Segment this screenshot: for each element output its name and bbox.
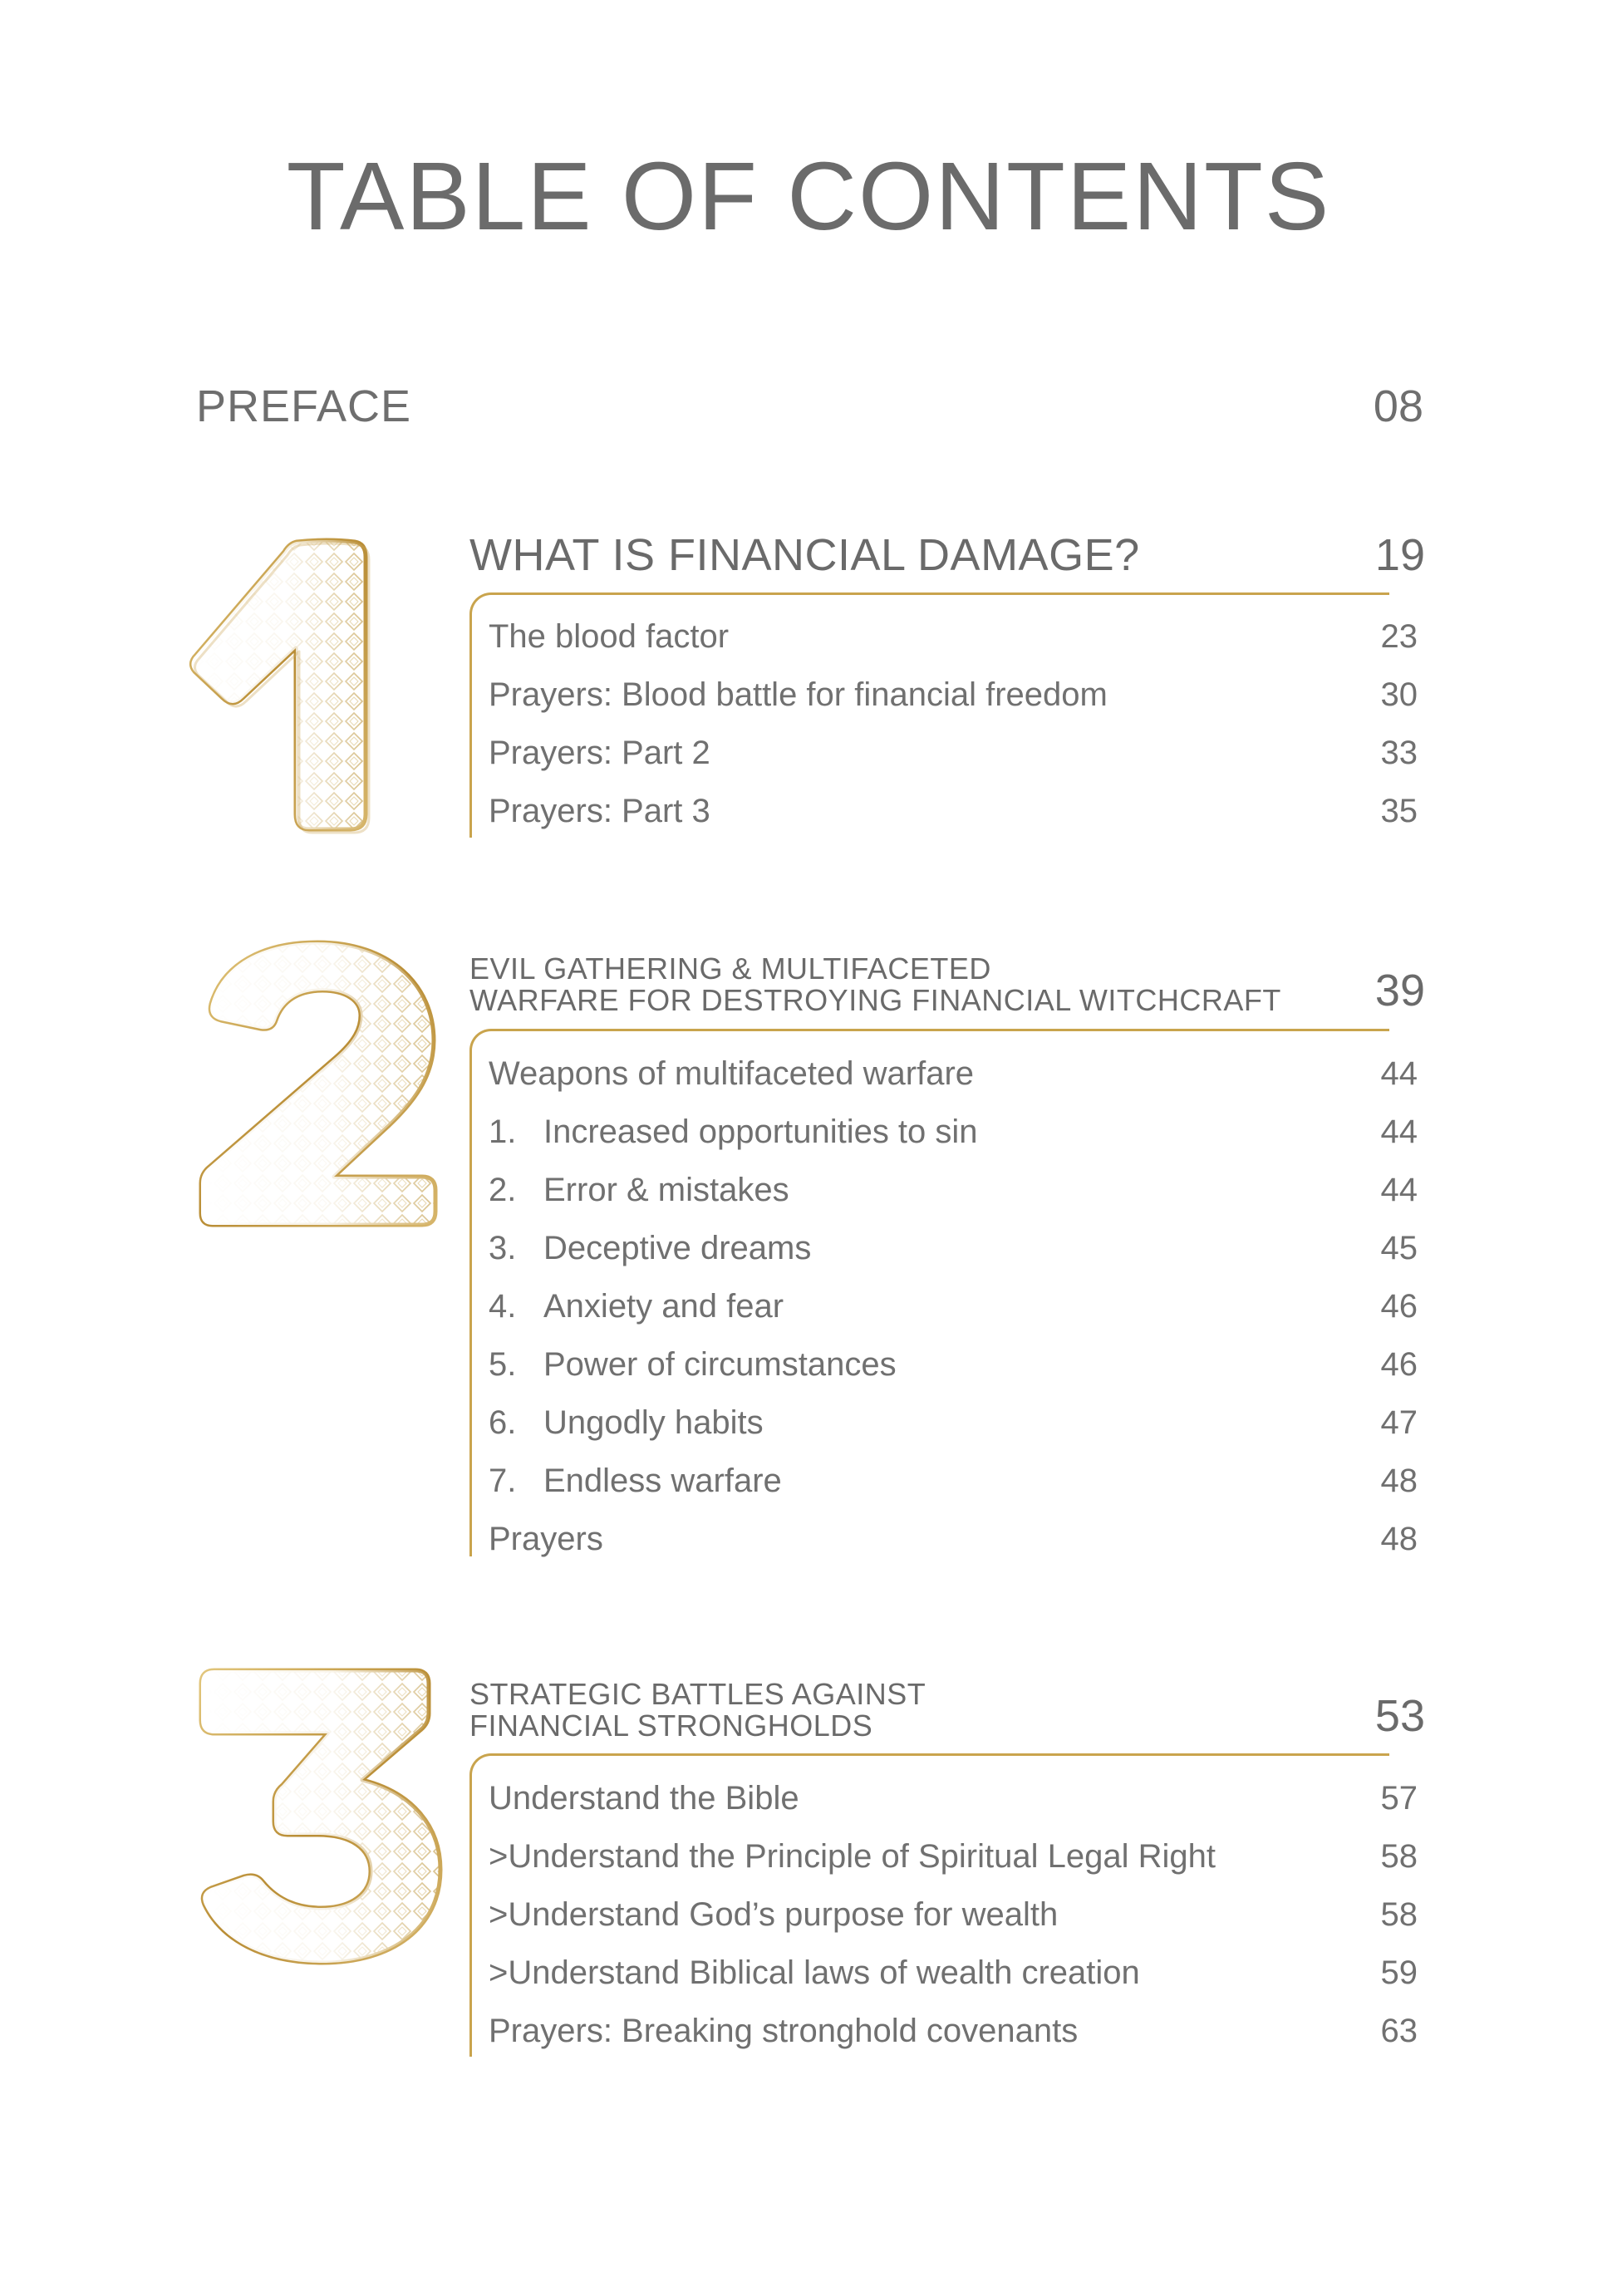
toc-entry[interactable]: Prayers 48 — [489, 1521, 1418, 1557]
toc-entry[interactable]: >Understand the Principle of Spiritual Legal Right 58 — [489, 1838, 1418, 1875]
toc-entry[interactable]: Prayers: Part 3 35 — [489, 793, 1418, 829]
page-title: TABLE OF CONTENTS — [286, 142, 1331, 250]
preface-page-number: 08 — [1373, 381, 1423, 431]
chapter-1-entries — [489, 607, 1418, 840]
chapter-2-heading[interactable] — [469, 953, 1425, 1016]
toc-entry[interactable]: Understand the Bible 57 — [489, 1780, 1418, 1817]
toc-entry[interactable]: Prayers: Blood battle for financial freedom 30 — [489, 676, 1418, 713]
preface-label[interactable]: PREFACE — [196, 381, 412, 431]
chapter-title-line-2: WARFARE FOR DESTROYING FINANCIAL WITCHCRAFT — [469, 983, 1281, 1017]
chapter-3-heading[interactable] — [469, 1679, 1425, 1742]
chapter-1-numeral-graphic — [184, 532, 376, 839]
toc-entry[interactable]: >Understand Biblical laws of wealth creation 59 — [489, 1954, 1418, 1991]
toc-entry[interactable]: 4. Anxiety and fear 46 — [489, 1288, 1418, 1325]
chapter-page-number: 19 — [1374, 530, 1425, 580]
chapter-3-entries — [489, 1769, 1418, 2060]
chapter-2-numeral-graphic — [193, 934, 442, 1233]
chapter-2-entries — [489, 1045, 1418, 1568]
chapter-title-line-2: FINANCIAL STRONGHOLDS — [469, 1708, 873, 1743]
chapter-title-line-1: EVIL GATHERING & MULTIFACETED — [469, 951, 991, 986]
toc-entry[interactable]: 6. Ungodly habits 47 — [489, 1404, 1418, 1441]
toc-entry[interactable]: Prayers: Part 2 33 — [489, 735, 1418, 771]
toc-entry[interactable]: 7. Endless warfare 48 — [489, 1463, 1418, 1499]
toc-entry[interactable]: Weapons of multifaceted warfare 44 — [489, 1055, 1418, 1092]
chapter-title-line-1: STRATEGIC BATTLES AGAINST — [469, 1677, 926, 1711]
toc-entry[interactable]: 5. Power of circumstances 46 — [489, 1346, 1418, 1383]
chapter-page-number: 53 — [1374, 1691, 1425, 1741]
chapter-title: WHAT IS FINANCIAL DAMAGE? — [469, 530, 1140, 580]
toc-entry[interactable]: 3. Deceptive dreams 45 — [489, 1230, 1418, 1266]
chapter-page-number: 39 — [1374, 966, 1425, 1015]
toc-entry[interactable]: Prayers: Breaking stronghold covenants 63 — [489, 2013, 1418, 2049]
toc-entry[interactable]: 2. Error & mistakes 44 — [489, 1172, 1418, 1208]
toc-entry[interactable]: 1. Increased opportunities to sin 44 — [489, 1114, 1418, 1150]
chapter-3-numeral-graphic — [193, 1662, 446, 1969]
toc-entry[interactable]: >Understand God’s purpose for wealth 58 — [489, 1896, 1418, 1933]
toc-entry[interactable]: The blood factor 23 — [489, 618, 1418, 655]
chapter-1-heading[interactable] — [469, 530, 1425, 580]
